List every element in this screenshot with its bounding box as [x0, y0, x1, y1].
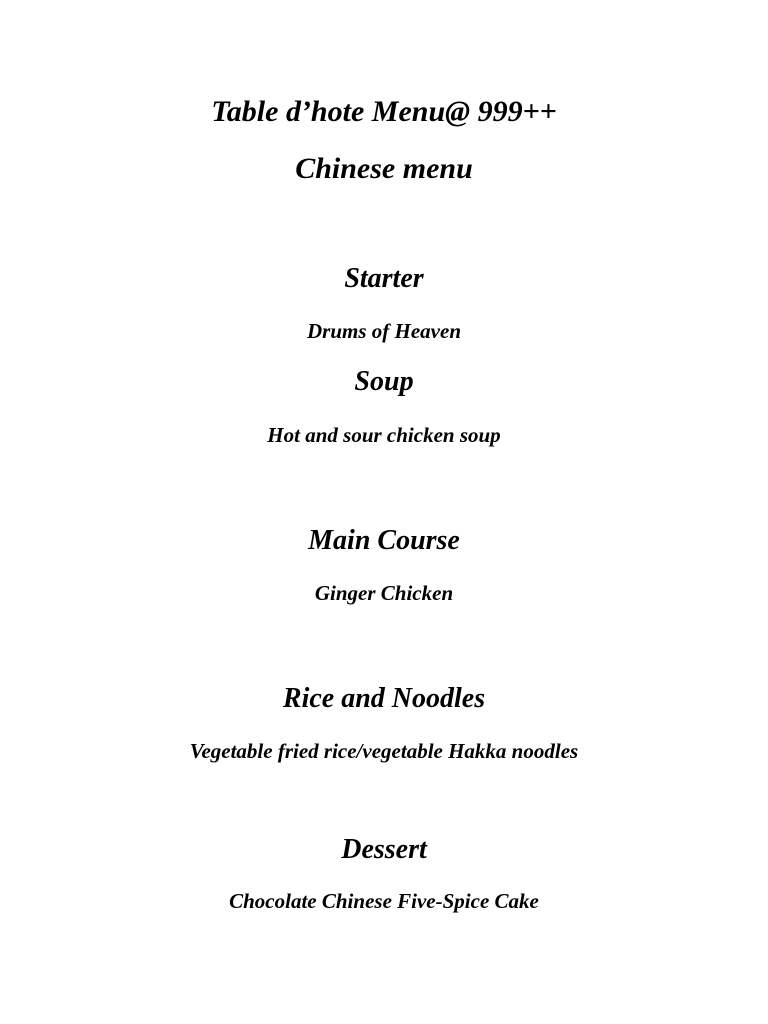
course-heading-starter: Starter — [344, 263, 424, 294]
menu-title: Table d’hote Menu@ 999++ — [211, 95, 557, 128]
course-heading-soup: Soup — [354, 366, 414, 397]
course-dish-starter: Drums of Heaven — [307, 319, 461, 343]
menu-subtitle: Chinese menu — [295, 152, 473, 185]
course-heading-rice-and-noodles: Rice and Noodles — [282, 683, 486, 714]
course-dish-rice-and-noodles: Vegetable fried rice/vegetable Hakka noodles — [189, 739, 579, 763]
course-heading-main-course: Main Course — [308, 525, 460, 556]
course-dish-soup: Hot and sour chicken soup — [267, 423, 501, 447]
course-dish-main-course: Ginger Chicken — [314, 581, 454, 605]
course-dish-dessert: Chocolate Chinese Five-Spice Cake — [229, 889, 539, 913]
course-heading-dessert: Dessert — [341, 834, 427, 865]
